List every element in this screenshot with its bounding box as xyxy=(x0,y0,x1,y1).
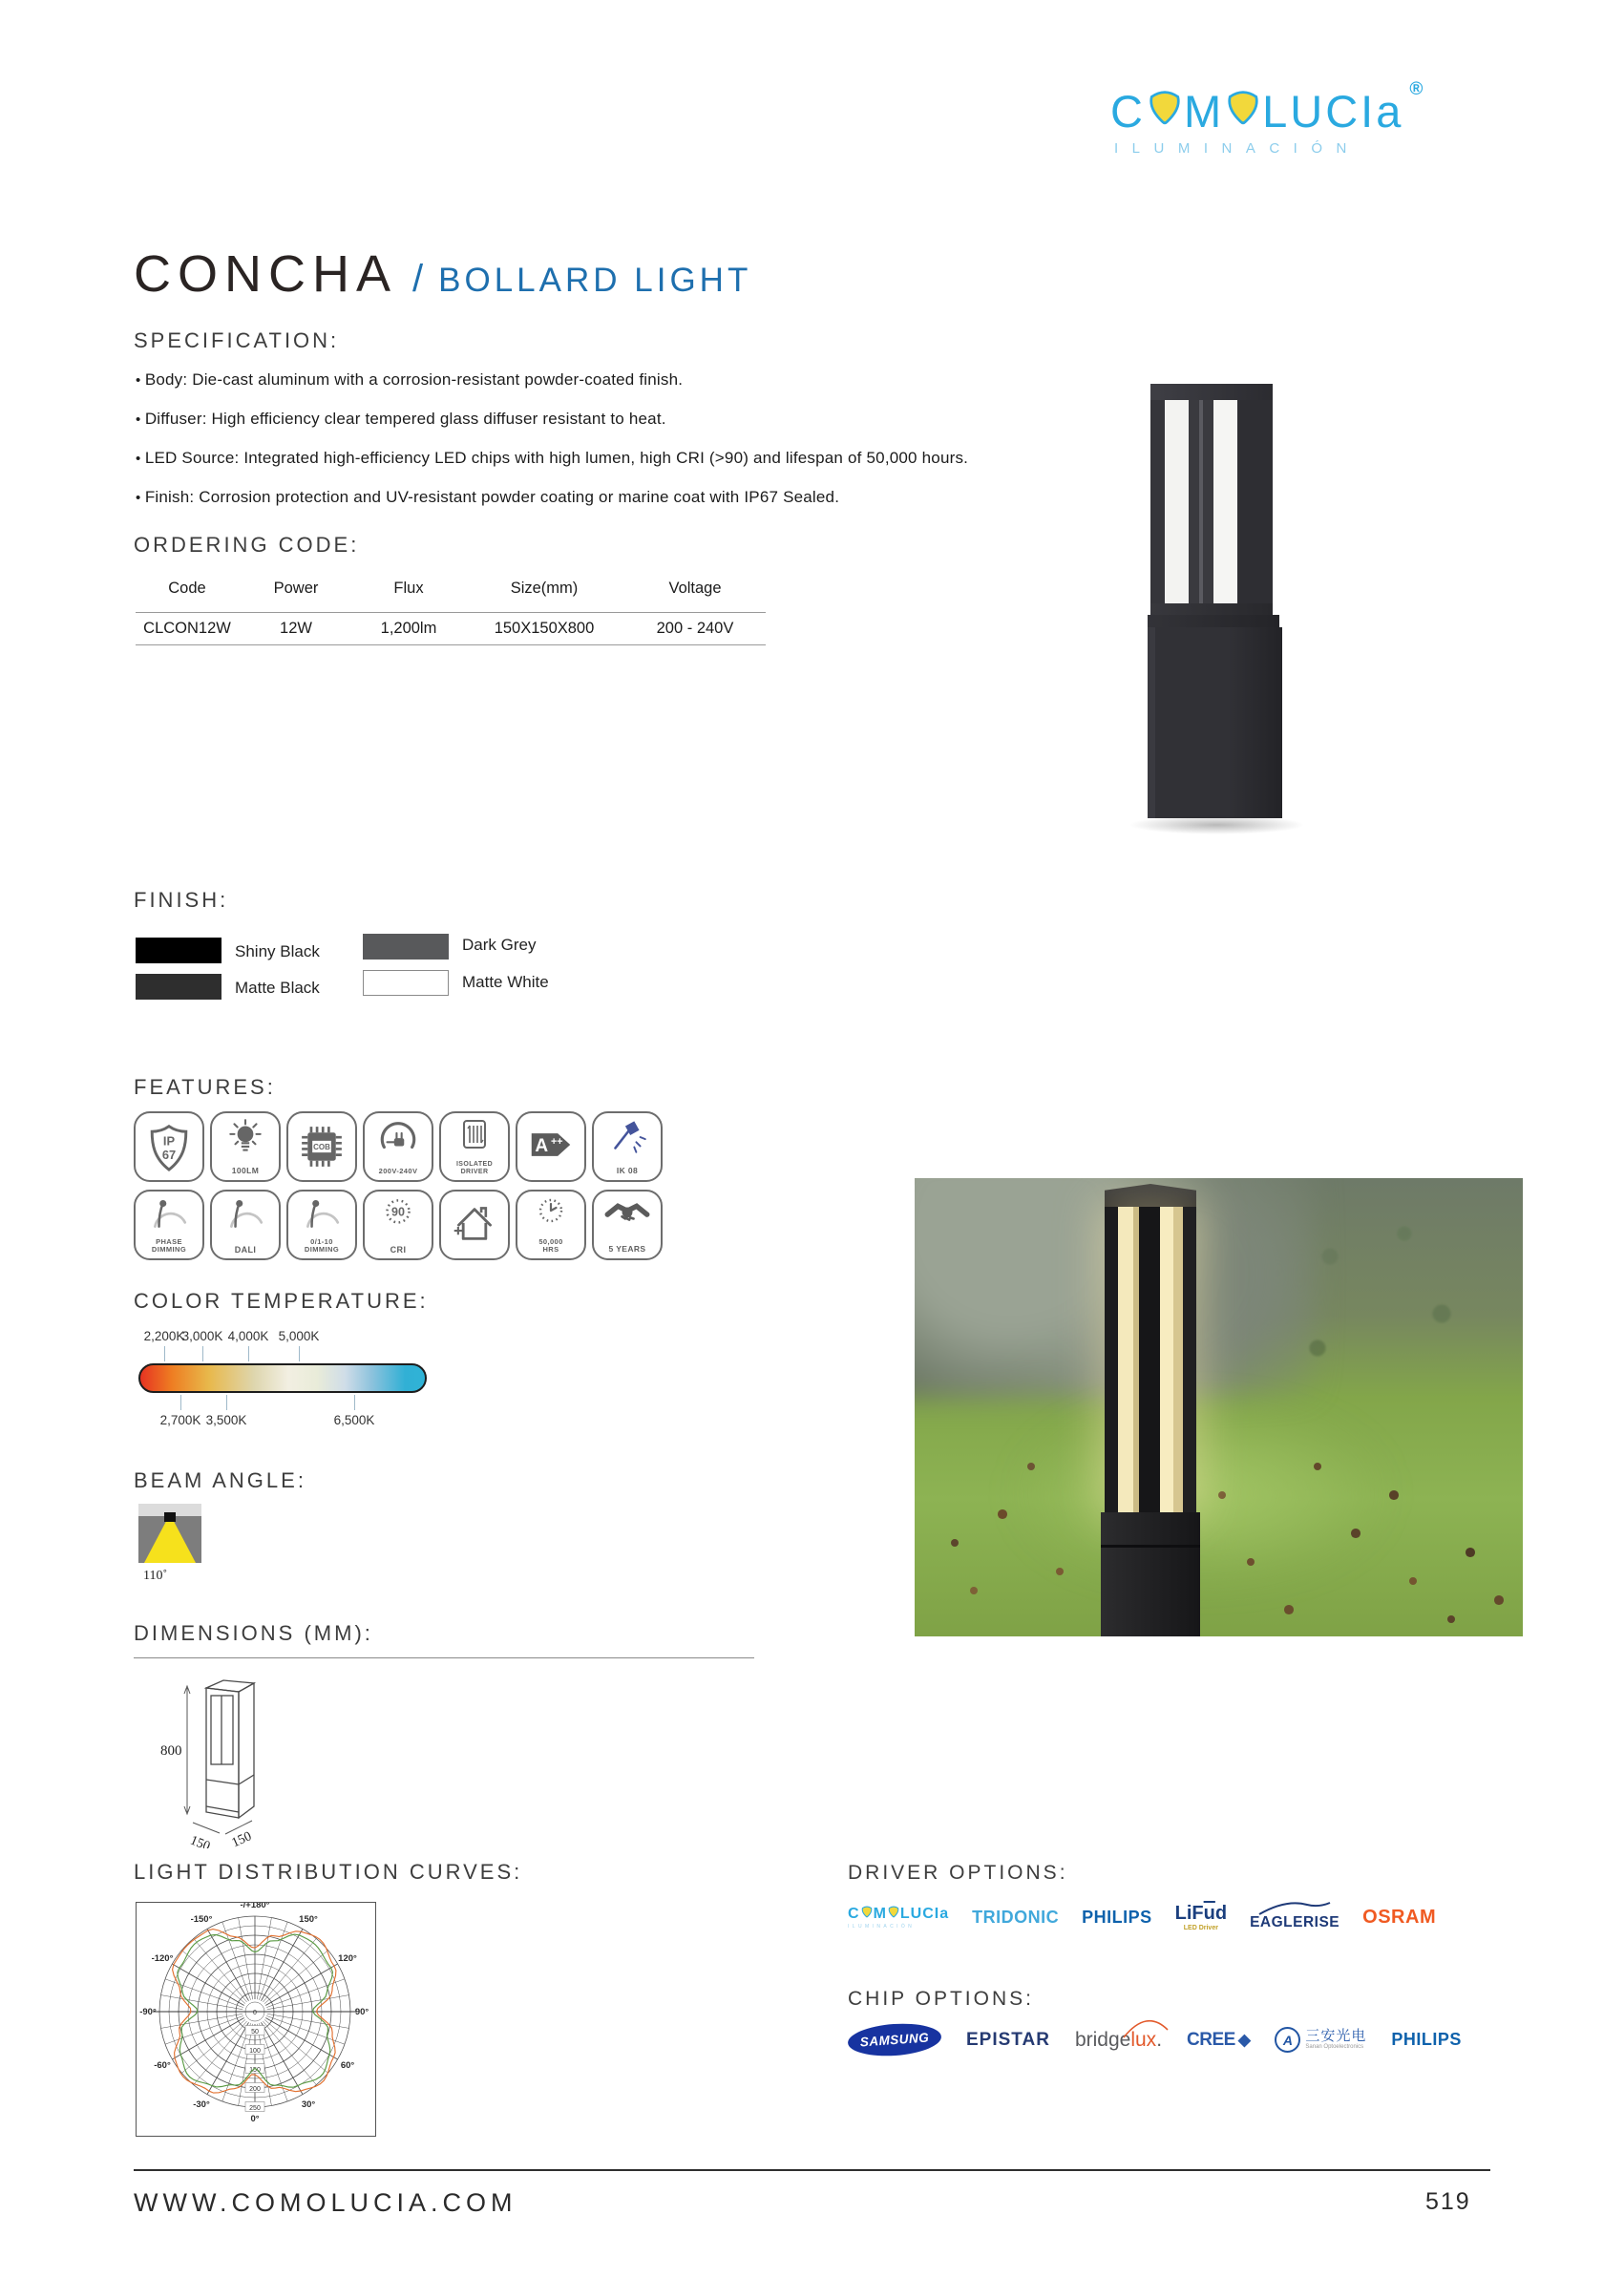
chip-logos-row xyxy=(848,2024,1462,2056)
lifud-logo xyxy=(1175,1904,1227,1931)
col-voltage: Voltage xyxy=(668,580,722,597)
photo-bollard-base xyxy=(1101,1512,1200,1636)
lifud-text: LiF xyxy=(1174,1903,1204,1924)
feature-ip67 xyxy=(134,1111,204,1182)
isolated-driver-icon xyxy=(453,1116,496,1154)
bridgelux-logo xyxy=(1075,2029,1162,2052)
cree-logo xyxy=(1187,2030,1250,2051)
feature-phase-dimming xyxy=(134,1190,204,1260)
photo-bollard-cap xyxy=(1105,1184,1196,1207)
wordmark-segment: C xyxy=(1110,86,1146,137)
photo-bollard xyxy=(1105,1184,1196,1636)
logo-o-triangle-icon xyxy=(1226,88,1260,133)
plug-icon xyxy=(376,1116,420,1156)
feature-cob xyxy=(286,1111,357,1182)
footer-website: WWW.COMOLUCIA.COM xyxy=(134,2188,517,2217)
bridgelux-text: . xyxy=(1156,2028,1163,2051)
beam-fixture xyxy=(164,1512,176,1522)
svg-text:-120°: -120° xyxy=(151,1953,174,1964)
beam-cone xyxy=(144,1522,196,1563)
philips-logo: PHILIPS xyxy=(1082,1908,1152,1927)
col-power: Power xyxy=(273,580,319,597)
brand-logo xyxy=(1110,79,1550,157)
cell-code: CLCON12W xyxy=(143,620,231,637)
ct-tick xyxy=(164,1346,165,1361)
cell-voltage: 200 - 240V xyxy=(656,620,734,637)
brand-tagline: ILUMINACIÓN xyxy=(848,1924,916,1930)
ct-tick xyxy=(354,1395,355,1410)
beam-angle-value: 110˚ xyxy=(143,1569,168,1583)
page-number: 519 xyxy=(1425,2188,1471,2215)
svg-text:250: 250 xyxy=(249,2104,261,2112)
ct-label-4000k: 4,000K xyxy=(227,1329,269,1343)
photo-bush-leaves xyxy=(1255,1188,1504,1417)
feature-caption: 5 YEARS xyxy=(608,1244,646,1255)
sanan-english-text: Sanan Optoelectronics xyxy=(1305,2044,1364,2051)
feature-warranty xyxy=(592,1190,663,1260)
bridgelux-arc-icon xyxy=(1122,2016,1170,2039)
swatch-matte-black xyxy=(136,974,221,1000)
wordmark-segment: C xyxy=(848,1906,860,1922)
bollard-lamp-head xyxy=(1150,384,1273,615)
dimming-dial-icon xyxy=(147,1194,191,1233)
cob-chip-icon xyxy=(296,1121,348,1172)
cell-flux: 1,200lm xyxy=(380,620,437,637)
cell-size: 150X150X800 xyxy=(494,620,595,637)
svg-text:++: ++ xyxy=(551,1136,563,1148)
ldc-heading: LIGHT DISTRIBUTION CURVES: xyxy=(134,1860,523,1884)
product-render-image xyxy=(1148,384,1286,833)
bridgelux-text: bridge xyxy=(1074,2028,1131,2051)
swatch-label: Dark Grey xyxy=(462,936,537,954)
svg-text:-150°: -150° xyxy=(190,1914,213,1925)
title-separator: / xyxy=(412,258,424,300)
features-heading: FEATURES: xyxy=(134,1075,276,1099)
svg-text:COB: COB xyxy=(313,1143,330,1152)
samsung-text: SAMSUNG xyxy=(859,2030,930,2050)
bollard-body xyxy=(1148,627,1282,818)
wordmark-segment: LUCIa xyxy=(1262,86,1404,137)
swatch-dark-grey xyxy=(363,934,449,960)
brand-wordmark xyxy=(1110,79,1550,137)
svg-text:-30°: -30° xyxy=(193,2099,210,2110)
svg-text:-90°: -90° xyxy=(139,2007,157,2017)
comolucia-logo xyxy=(848,1906,949,1930)
samsung-logo xyxy=(847,2021,942,2059)
beam-angle-icon xyxy=(138,1504,201,1563)
eaglerise-logo xyxy=(1250,1905,1339,1931)
color-temperature-gradient-bar xyxy=(138,1363,427,1393)
table-row xyxy=(136,612,766,645)
product-photo xyxy=(915,1178,1523,1636)
bridgelux-text: lux xyxy=(1130,2028,1157,2051)
logo-o-triangle-icon xyxy=(888,1906,899,1922)
driver-options-heading: DRIVER OPTIONS: xyxy=(848,1862,1068,1884)
ct-label-5000k: 5,000K xyxy=(278,1329,320,1343)
spec-bullet: • Body: Die-cast aluminum with a corrosion-resistant powder-coated finish. xyxy=(136,370,1128,390)
feature-isolated-driver xyxy=(439,1111,510,1182)
spec-bullet: • LED Source: Integrated high-efficiency LED chips with high lumen, high CRI (>90) and lifespan of 50,000 hours. xyxy=(136,449,1128,468)
ct-label-2700k: 2,700K xyxy=(159,1413,201,1427)
brand-tagline: ILUMINACIÓN xyxy=(1114,140,1360,157)
ct-label-3500k: 3,500K xyxy=(205,1413,247,1427)
svg-text:-/+180°: -/+180° xyxy=(240,1903,270,1910)
eagle-swoosh-icon xyxy=(1257,1899,1332,1916)
driver-logos-row xyxy=(848,1904,1436,1931)
feature-caption: 0/1-10 DIMMING xyxy=(304,1236,340,1255)
features-row-1 xyxy=(134,1111,663,1182)
svg-text:50: 50 xyxy=(251,2028,259,2035)
shield-icon xyxy=(143,1121,195,1176)
feature-outdoor xyxy=(439,1190,510,1260)
feature-caption: 50,000 HRS xyxy=(538,1236,563,1255)
photo-light-patch xyxy=(1001,1398,1402,1589)
sanan-letter: A xyxy=(1282,2032,1293,2048)
wordmark-segment: M xyxy=(873,1906,887,1922)
house-icon xyxy=(450,1199,499,1249)
sanan-chinese-text: 三安光电 xyxy=(1305,2027,1367,2044)
feature-caption: 200V-240V xyxy=(378,1167,418,1176)
ct-tick xyxy=(180,1395,181,1410)
svg-text:60°: 60° xyxy=(340,2060,355,2071)
dimensions-heading: DIMENSIONS (MM): xyxy=(134,1621,373,1645)
ordering-code-heading: ORDERING CODE: xyxy=(134,533,360,557)
feature-lumen xyxy=(210,1111,281,1182)
wordmark-segment: M xyxy=(1183,86,1225,137)
hammer-impact-icon xyxy=(605,1116,649,1156)
bulb-icon xyxy=(223,1116,267,1158)
table-header-row xyxy=(136,573,766,604)
svg-text:0°: 0° xyxy=(250,2114,260,2124)
product-category: BOLLARD LIGHT xyxy=(438,262,752,299)
dimming-dial-icon xyxy=(300,1194,344,1233)
swatch-label: Shiny Black xyxy=(235,942,320,960)
feature-dali xyxy=(210,1190,281,1260)
svg-text:0: 0 xyxy=(253,2009,257,2016)
feature-voltage xyxy=(363,1111,433,1182)
feature-caption: 100LM xyxy=(231,1166,260,1176)
tridonic-logo: TRIDONIC xyxy=(972,1908,1060,1927)
svg-text:150°: 150° xyxy=(299,1914,318,1925)
swatch-label: Matte Black xyxy=(235,979,320,997)
swatch-matte-white xyxy=(363,970,449,996)
dimensions-drawing xyxy=(132,1667,351,1853)
eaglerise-text: EAGLERISE xyxy=(1250,1913,1340,1930)
bollard-ledge xyxy=(1148,615,1279,627)
registered-mark: ® xyxy=(1409,79,1426,99)
ct-label-3000k: 3,000K xyxy=(181,1329,223,1343)
col-flux: Flux xyxy=(393,580,424,597)
svg-text:150: 150 xyxy=(229,1829,254,1848)
cri-icon xyxy=(376,1194,420,1233)
ct-label-6500k: 6,500K xyxy=(333,1413,375,1427)
beam-angle-heading: BEAM ANGLE: xyxy=(134,1468,306,1492)
philips-logo: PHILIPS xyxy=(1391,2030,1462,2049)
footer-rule xyxy=(134,2169,1490,2171)
logo-o-triangle-icon xyxy=(1148,88,1182,133)
feature-caption: PHASE DIMMING xyxy=(151,1236,187,1255)
feature-caption: CRI xyxy=(390,1244,407,1255)
feature-cri90 xyxy=(363,1190,433,1260)
feature-caption: IK 08 xyxy=(616,1166,639,1176)
dimensions-rule xyxy=(134,1657,754,1658)
dimming-dial-icon xyxy=(223,1194,267,1233)
svg-text:90: 90 xyxy=(391,1205,405,1219)
svg-text:800: 800 xyxy=(160,1743,182,1759)
chip-options-heading: CHIP OPTIONS: xyxy=(848,1988,1034,2010)
ct-label-2200k: 2,200K xyxy=(143,1329,185,1343)
svg-text:200: 200 xyxy=(249,2085,261,2093)
ordering-table xyxy=(136,573,766,645)
sanan-logo xyxy=(1275,2027,1366,2053)
color-temperature-heading: COLOR TEMPERATURE: xyxy=(134,1289,429,1313)
logo-o-triangle-icon xyxy=(861,1906,873,1922)
swatch-shiny-black xyxy=(136,938,221,963)
polar-chart xyxy=(137,1903,374,2135)
cree-text: CREE xyxy=(1187,2029,1235,2050)
feature-caption: ISOLATED DRIVER xyxy=(455,1160,494,1175)
feature-0-1-10-dimming xyxy=(286,1190,357,1260)
col-code: Code xyxy=(168,580,206,597)
svg-text:100: 100 xyxy=(249,2047,261,2055)
spec-bullet: • Finish: Corrosion protection and UV-resistant powder coating or marine coat with IP67 Sealed. xyxy=(136,488,1128,507)
feature-energy-class xyxy=(516,1111,586,1182)
finish-heading: FINISH: xyxy=(134,888,229,912)
svg-text:120°: 120° xyxy=(338,1953,357,1964)
page-title xyxy=(134,244,751,304)
specification-heading: SPECIFICATION: xyxy=(134,328,340,352)
svg-text:150: 150 xyxy=(249,2066,261,2074)
specification-list xyxy=(136,370,1128,527)
lifud-text: d xyxy=(1214,1903,1228,1924)
cree-diamond-icon: ◆ xyxy=(1237,2030,1251,2049)
photo-bollard-glowing-frame xyxy=(1105,1207,1196,1512)
svg-text:IP: IP xyxy=(162,1133,176,1149)
bollard-shadow xyxy=(1128,815,1305,834)
col-size: Size(mm) xyxy=(510,580,579,597)
clock-icon xyxy=(530,1194,572,1231)
photo-fallen-leaves xyxy=(915,1178,918,1182)
product-name: CONCHA xyxy=(134,245,398,303)
svg-text:A: A xyxy=(535,1136,549,1157)
ct-tick xyxy=(202,1346,203,1361)
svg-text:150: 150 xyxy=(187,1833,212,1848)
lifud-subtext: LED Driver xyxy=(1183,1925,1218,1931)
svg-text:67: 67 xyxy=(161,1148,177,1163)
spec-bullet: • Diffuser: High efficiency clear tempered glass diffuser resistant to heat. xyxy=(136,410,1128,429)
sanan-ring-icon xyxy=(1275,2027,1300,2053)
svg-text:90°: 90° xyxy=(354,2007,369,2017)
epistar-logo: EPISTAR xyxy=(966,2029,1050,2050)
handshake-icon xyxy=(604,1194,650,1233)
osram-logo: OSRAM xyxy=(1362,1907,1437,1928)
features-row-2 xyxy=(134,1190,663,1260)
ct-tick xyxy=(248,1346,249,1361)
svg-text:30°: 30° xyxy=(301,2099,316,2110)
svg-text:-60°: -60° xyxy=(154,2060,171,2071)
feature-ik08 xyxy=(592,1111,663,1182)
wordmark-segment: LUCIa xyxy=(899,1906,950,1922)
swatch-label: Matte White xyxy=(462,973,549,991)
feature-caption: DALI xyxy=(234,1244,257,1255)
ct-tick xyxy=(299,1346,300,1361)
light-distribution-chart xyxy=(136,1902,376,2137)
cell-power: 12W xyxy=(280,620,312,637)
ct-tick xyxy=(226,1395,227,1410)
feature-lifespan xyxy=(516,1190,586,1260)
energy-label-icon xyxy=(525,1121,577,1169)
lifud-text: $\overline{u}$ xyxy=(1203,1903,1215,1924)
